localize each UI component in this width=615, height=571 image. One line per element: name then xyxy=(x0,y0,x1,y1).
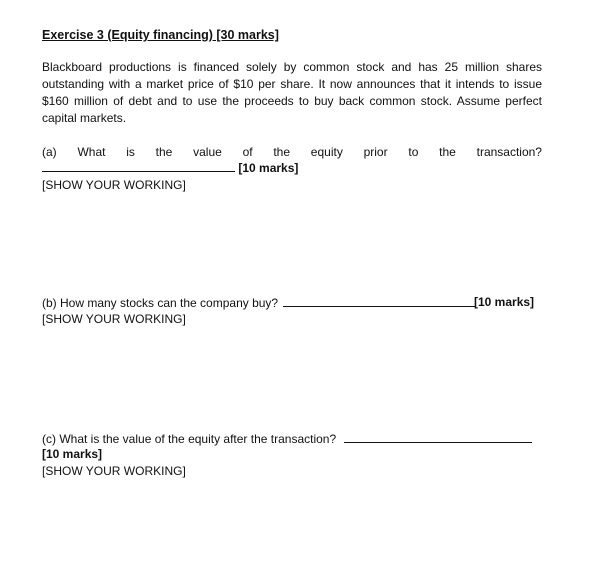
question-b-marks: [10 marks] xyxy=(474,295,535,309)
question-a-text xyxy=(42,145,542,159)
qa-word: of xyxy=(242,145,253,159)
answer-blank-c[interactable] xyxy=(344,431,532,443)
question-c-working: [SHOW YOUR WORKING] xyxy=(42,464,186,478)
answer-blank-a[interactable] xyxy=(42,160,235,172)
qa-word: What xyxy=(77,145,106,159)
question-c-text: (c) What is the value of the equity after the transaction? xyxy=(42,432,337,446)
qa-word: the xyxy=(273,145,291,159)
answer-blank-b[interactable] xyxy=(283,295,475,307)
question-b-working: [SHOW YOUR WORKING] xyxy=(42,312,186,326)
question-a-answer-line xyxy=(42,160,298,175)
question-b-line xyxy=(42,295,475,310)
question-c-line xyxy=(42,431,532,446)
question-a-working: [SHOW YOUR WORKING] xyxy=(42,178,186,192)
qa-word: equity xyxy=(310,145,343,159)
problem-statement: Blackboard productions is financed solely by common stock and has 25 million shares outstanding with a market price of $10 per share. It now announces that it intends to issue $160 million of debt and to use the proceeds to buy back common stock. Assume perfect capital markets. xyxy=(42,60,542,125)
question-b-text: (b) How many stocks can the company buy? xyxy=(42,296,279,310)
qa-word: is xyxy=(126,145,135,159)
qa-word: prior xyxy=(363,145,388,159)
qa-word: transaction? xyxy=(476,145,542,159)
qa-word: the xyxy=(155,145,173,159)
question-a-marks: [10 marks] xyxy=(238,161,299,175)
qa-word: (a) xyxy=(42,145,57,159)
qa-word: value xyxy=(193,145,222,159)
exercise-title: Exercise 3 (Equity financing) [30 marks] xyxy=(42,28,279,42)
question-c-marks: [10 marks] xyxy=(42,447,103,461)
qa-word: to xyxy=(408,145,419,159)
qa-word: the xyxy=(439,145,456,159)
